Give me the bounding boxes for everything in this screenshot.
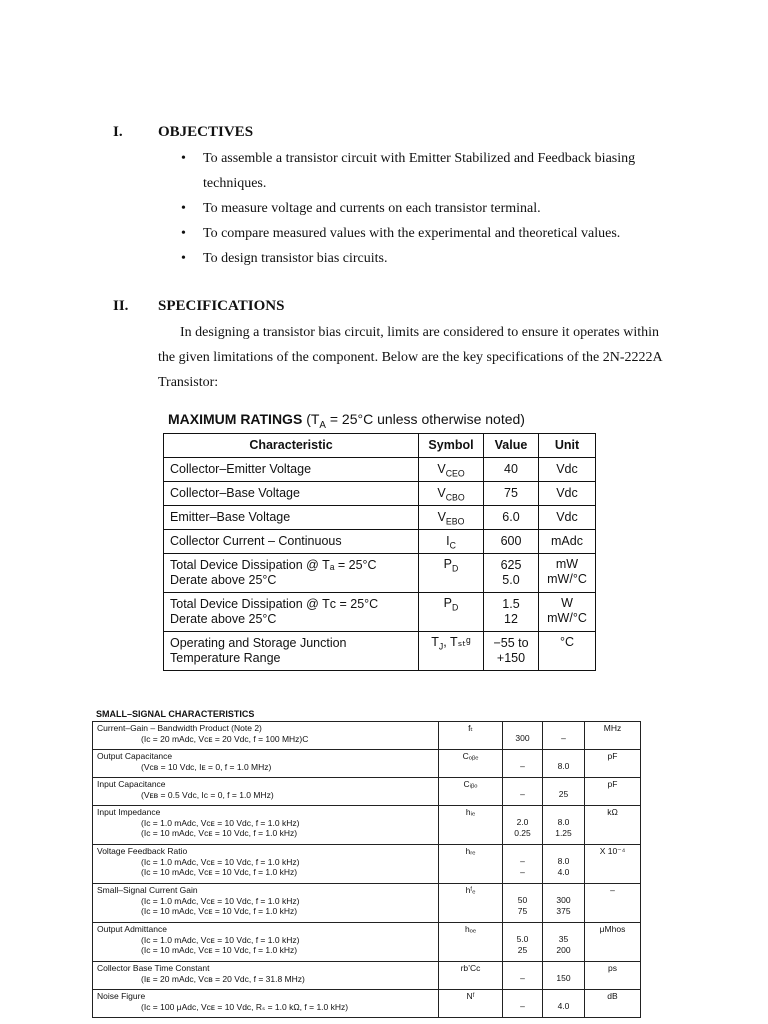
- parameter-condition: (Iᴄ = 20 mAdc, Vᴄᴇ = 20 Vdc, f = 100 MHz)C: [141, 733, 309, 744]
- symbol-cell: rb’Cᴄ: [439, 962, 503, 990]
- small-signal-title: SMALL–SIGNAL CHARACTERISTICS: [96, 709, 255, 719]
- small-signal-row: [93, 962, 641, 990]
- symbol-base: V: [437, 462, 446, 476]
- symbol-cell: [419, 632, 484, 671]
- unit-line: mW: [555, 557, 579, 571]
- characteristic-line: Temperature Range: [170, 651, 281, 665]
- min-cell: [503, 778, 543, 806]
- characteristic-cell: [164, 554, 419, 593]
- max-values: [547, 963, 580, 984]
- parameter-condition: (Iᴄ = 1.0 mAdc, Vᴄᴇ = 10 Vdc, f = 1.0 kHz): [141, 934, 300, 945]
- min-values: [507, 751, 538, 772]
- min-cell: [503, 722, 543, 750]
- symbol-cell: Cₒᵦₑ: [439, 750, 503, 778]
- symbol-cell: [419, 482, 484, 506]
- unit-line: mW/°C: [547, 572, 587, 586]
- small-signal-row: [93, 845, 641, 884]
- symbol-base: I: [446, 534, 450, 548]
- value-line: −55 to: [493, 636, 529, 650]
- parameter-name: Current–Gain – Bandwidth Product (Note 2): [97, 723, 262, 733]
- objective-item: • To design transistor bias circuits.: [203, 246, 673, 271]
- parameter-cell: [93, 884, 439, 923]
- unit-line: Vdc: [556, 462, 578, 476]
- parameter-condition: (Iᴄ = 10 mAdc, Vᴄᴇ = 10 Vdc, f = 1.0 kHz): [141, 945, 298, 955]
- value-cell: [484, 632, 539, 671]
- min-cell: [503, 750, 543, 778]
- symbol-cell: [419, 593, 484, 632]
- min-values: [507, 991, 538, 1012]
- min-values: [507, 846, 538, 877]
- parameter-name: Output Admittance: [97, 924, 167, 934]
- max-ratings-row: [164, 593, 596, 632]
- value-cell: [484, 554, 539, 593]
- unit-cell: [539, 530, 596, 554]
- unit-line: mAdc: [551, 534, 583, 548]
- symbol-base: T: [431, 635, 439, 649]
- characteristic-cell: [164, 632, 419, 671]
- parameter-name: Collector Base Time Constant: [97, 963, 210, 973]
- symbol-cell: Cᵢᵦₒ: [439, 778, 503, 806]
- max-ratings-note-sub: A: [319, 419, 326, 431]
- max-ratings-table: [163, 433, 596, 671]
- max-value: 25: [558, 789, 569, 799]
- characteristic-line: Emitter–Base Voltage: [170, 510, 291, 524]
- objective-item: • To compare measured values with the experimental and theoretical values.: [203, 221, 673, 246]
- max-ratings-row: [164, 458, 596, 482]
- value-cell: [484, 482, 539, 506]
- unit-cell: pF: [585, 778, 641, 806]
- small-signal-row: [93, 778, 641, 806]
- symbol-cell: fₜ: [439, 722, 503, 750]
- unit-cell: [539, 458, 596, 482]
- symbol-cell: Nᶠ: [439, 990, 503, 1018]
- symbol-sub: C: [449, 540, 456, 551]
- min-value: –: [520, 973, 525, 983]
- unit-cell: ps: [585, 962, 641, 990]
- min-cell: [503, 806, 543, 845]
- symbol-cell: hₒₑ: [439, 923, 503, 962]
- parameter-condition: (Iᴄ = 1.0 mAdc, Vᴄᴇ = 10 Vdc, f = 1.0 kHz): [141, 895, 300, 906]
- min-value: 0.25: [514, 827, 531, 838]
- unit-cell: [539, 482, 596, 506]
- symbol-sub: D: [452, 602, 459, 613]
- unit-cell: pF: [585, 750, 641, 778]
- value-line: 6.0: [502, 510, 520, 524]
- unit-line: W: [561, 596, 573, 610]
- small-signal-row: [93, 923, 641, 962]
- max-value: 8.0: [557, 856, 570, 866]
- header-symbol: Symbol: [419, 434, 484, 458]
- min-cell: [503, 962, 543, 990]
- symbol-sub: CBO: [445, 492, 465, 503]
- max-value: 375: [556, 905, 571, 916]
- parameter-condition: (Vᴄʙ = 10 Vdc, Iᴇ = 0, f = 1.0 MHz): [141, 761, 272, 772]
- min-cell: [503, 990, 543, 1018]
- max-cell: [543, 990, 585, 1018]
- max-ratings-body: [164, 458, 596, 671]
- unit-cell: μMhos: [585, 923, 641, 962]
- max-values: [547, 885, 580, 916]
- unit-cell: MHz: [585, 722, 641, 750]
- value-cell: [484, 506, 539, 530]
- max-cell: [543, 778, 585, 806]
- characteristic-line: Total Device Dissipation @ Tₐ = 25°C: [170, 558, 377, 572]
- max-values: [547, 751, 580, 772]
- characteristic-cell: [164, 530, 419, 554]
- min-value: 2.0: [516, 817, 529, 827]
- max-value: 4.0: [557, 866, 570, 877]
- parameter-cell: [93, 806, 439, 845]
- min-value: –: [520, 761, 525, 771]
- min-value: –: [520, 789, 525, 799]
- small-signal-row: [93, 750, 641, 778]
- max-value: 8.0: [557, 761, 570, 771]
- header-unit: Unit: [539, 434, 596, 458]
- value-line: 75: [504, 486, 518, 500]
- parameter-name: Input Impedance: [97, 807, 161, 817]
- value-line: 625: [500, 558, 522, 572]
- max-ratings-row: [164, 530, 596, 554]
- max-value: 8.0: [557, 817, 570, 827]
- max-value: 200: [556, 944, 571, 955]
- max-ratings-row: [164, 554, 596, 593]
- characteristic-line: Derate above 25°C: [170, 573, 277, 587]
- parameter-cell: [93, 845, 439, 884]
- symbol-cell: [419, 530, 484, 554]
- min-values: [507, 924, 538, 955]
- max-values: [547, 991, 580, 1012]
- symbol-base: V: [437, 486, 446, 500]
- unit-line: Vdc: [556, 486, 578, 500]
- value-line: 5.0: [502, 573, 520, 587]
- min-values: [507, 963, 538, 984]
- characteristic-line: Collector–Emitter Voltage: [170, 462, 312, 476]
- min-values: [507, 723, 538, 744]
- max-cell: [543, 750, 585, 778]
- max-ratings-title: [168, 411, 525, 431]
- symbol-base: P: [443, 596, 452, 610]
- max-cell: [543, 923, 585, 962]
- characteristic-line: Collector Current – Continuous: [170, 534, 342, 548]
- symbol-cell: hᶠₑ: [439, 884, 503, 923]
- max-value: 300: [556, 895, 571, 905]
- min-value: 25: [517, 944, 528, 955]
- min-value: –: [520, 1001, 525, 1011]
- parameter-condition: (Iᴄ = 10 mAdc, Vᴄᴇ = 10 Vdc, f = 1.0 kHz): [141, 828, 298, 838]
- max-ratings-title-bold: MAXIMUM RATINGS: [168, 411, 303, 427]
- section-2-title: SPECIFICATIONS: [158, 298, 285, 314]
- max-cell: [543, 806, 585, 845]
- characteristic-cell: [164, 593, 419, 632]
- section-1-number: I.: [113, 124, 123, 140]
- max-value: 35: [558, 934, 569, 944]
- max-ratings-row: [164, 482, 596, 506]
- parameter-condition: (Iᴇ = 20 mAdc, Vᴄʙ = 20 Vdc, f = 31.8 MHz): [141, 973, 305, 984]
- unit-line: °C: [559, 635, 575, 649]
- max-values: [547, 779, 580, 800]
- max-ratings-note-rest: = 25°C unless otherwise noted): [325, 411, 525, 427]
- max-value: 1.25: [555, 827, 572, 838]
- small-signal-row: [93, 722, 641, 750]
- parameter-cell: [93, 778, 439, 806]
- min-cell: [503, 845, 543, 884]
- parameter-name: Small–Signal Current Gain: [97, 885, 198, 895]
- small-signal-row: [93, 806, 641, 845]
- max-values: [547, 924, 580, 955]
- header-value: Value: [484, 434, 539, 458]
- value-line: +150: [496, 651, 526, 665]
- value-cell: [484, 593, 539, 632]
- characteristic-line: Collector–Base Voltage: [170, 486, 300, 500]
- unit-line: Vdc: [556, 510, 578, 524]
- min-cell: [503, 923, 543, 962]
- min-value: 75: [517, 905, 528, 916]
- characteristic-line: Derate above 25°C: [170, 612, 277, 626]
- small-signal-body: [93, 722, 641, 1018]
- max-cell: [543, 845, 585, 884]
- min-value: 50: [517, 895, 528, 905]
- parameter-condition: (Iᴄ = 10 mAdc, Vᴄᴇ = 10 Vdc, f = 1.0 kHz): [141, 906, 298, 916]
- specifications-paragraph: In designing a transistor bias circuit, limits are considered to ensure it operates within the given limitations of the component. Below are the key specifications of the 2N-2222A Transistor:: [158, 325, 662, 390]
- min-values: [507, 779, 538, 800]
- symbol-sub: J: [438, 641, 444, 652]
- min-cell: [503, 884, 543, 923]
- symbol-cell: [419, 506, 484, 530]
- parameter-cell: [93, 962, 439, 990]
- characteristic-cell: [164, 506, 419, 530]
- symbol-cell: hᵢₑ: [439, 806, 503, 845]
- value-line: 40: [504, 462, 518, 476]
- max-values: [547, 723, 580, 744]
- unit-cell: kΩ: [585, 806, 641, 845]
- section-2-number: II.: [113, 298, 129, 314]
- max-cell: [543, 884, 585, 923]
- symbol-rest: , Tₛₜᵍ: [443, 635, 471, 649]
- min-values: [507, 807, 538, 838]
- max-ratings-row: [164, 506, 596, 530]
- max-value: –: [561, 733, 566, 743]
- max-ratings-note-open: (T: [306, 411, 320, 427]
- small-signal-table: [92, 721, 641, 1018]
- unit-cell: dB: [585, 990, 641, 1018]
- min-value: –: [520, 856, 525, 866]
- header-characteristic: Characteristic: [164, 434, 419, 458]
- min-values: [507, 885, 538, 916]
- parameter-name: Noise Figure: [97, 991, 146, 1001]
- objectives-list: [203, 146, 673, 271]
- min-value: 5.0: [516, 934, 529, 944]
- symbol-sub: EBO: [445, 516, 465, 527]
- min-value: 300: [515, 733, 530, 743]
- parameter-condition: (Iᴄ = 1.0 mAdc, Vᴄᴇ = 10 Vdc, f = 1.0 kHz): [141, 856, 300, 867]
- symbol-cell: hᵣₑ: [439, 845, 503, 884]
- unit-cell: X 10⁻⁴: [585, 845, 641, 884]
- parameter-cell: [93, 722, 439, 750]
- objective-item: • To measure voltage and currents on each transistor terminal.: [203, 196, 673, 221]
- parameter-name: Output Capacitance: [97, 751, 173, 761]
- unit-cell: [539, 632, 596, 671]
- max-values: [547, 807, 580, 838]
- value-line: 12: [504, 612, 518, 626]
- max-cell: [543, 962, 585, 990]
- symbol-base: P: [443, 557, 452, 571]
- max-ratings-row: [164, 632, 596, 671]
- section-1-title: OBJECTIVES: [158, 124, 254, 140]
- unit-cell: [539, 506, 596, 530]
- symbol-sub: D: [452, 563, 459, 574]
- max-cell: [543, 722, 585, 750]
- objective-item: • To assemble a transistor circuit with Emitter Stabilized and Feedback biasing techniques.: [203, 146, 673, 196]
- parameter-cell: [93, 990, 439, 1018]
- parameter-name: Voltage Feedback Ratio: [97, 846, 188, 856]
- symbol-cell: [419, 458, 484, 482]
- value-cell: [484, 530, 539, 554]
- parameter-condition: (Iᴄ = 100 μAdc, Vᴄᴇ = 10 Vdc, Rₛ = 1.0 kΩ, f = 1.0 kHz): [141, 1001, 349, 1012]
- max-value: 4.0: [557, 1001, 570, 1011]
- small-signal-row: [93, 990, 641, 1018]
- symbol-cell: [419, 554, 484, 593]
- symbol-sub: CEO: [445, 468, 465, 479]
- symbol-base: V: [437, 510, 446, 524]
- characteristic-line: Operating and Storage Junction: [170, 636, 347, 650]
- unit-cell: [539, 593, 596, 632]
- characteristic-cell: [164, 458, 419, 482]
- parameter-cell: [93, 923, 439, 962]
- parameter-condition: (Iᴄ = 10 mAdc, Vᴄᴇ = 10 Vdc, f = 1.0 kHz): [141, 867, 298, 877]
- max-ratings-header-row: [164, 434, 596, 458]
- value-line: 1.5: [502, 597, 520, 611]
- parameter-cell: [93, 750, 439, 778]
- max-values: [547, 846, 580, 877]
- parameter-name: Input Capacitance: [97, 779, 166, 789]
- parameter-condition: (Vᴇʙ = 0.5 Vdc, Iᴄ = 0, f = 1.0 MHz): [141, 789, 274, 800]
- value-cell: [484, 458, 539, 482]
- characteristic-cell: [164, 482, 419, 506]
- max-value: 150: [556, 973, 571, 983]
- min-value: –: [520, 866, 525, 877]
- unit-line: mW/°C: [547, 611, 587, 625]
- characteristic-line: Total Device Dissipation @ Tᴄ = 25°C: [170, 597, 379, 611]
- parameter-condition: (Iᴄ = 1.0 mAdc, Vᴄᴇ = 10 Vdc, f = 1.0 kHz): [141, 817, 300, 828]
- small-signal-row: [93, 884, 641, 923]
- unit-cell: –: [585, 884, 641, 923]
- unit-cell: [539, 554, 596, 593]
- value-line: 600: [500, 534, 522, 548]
